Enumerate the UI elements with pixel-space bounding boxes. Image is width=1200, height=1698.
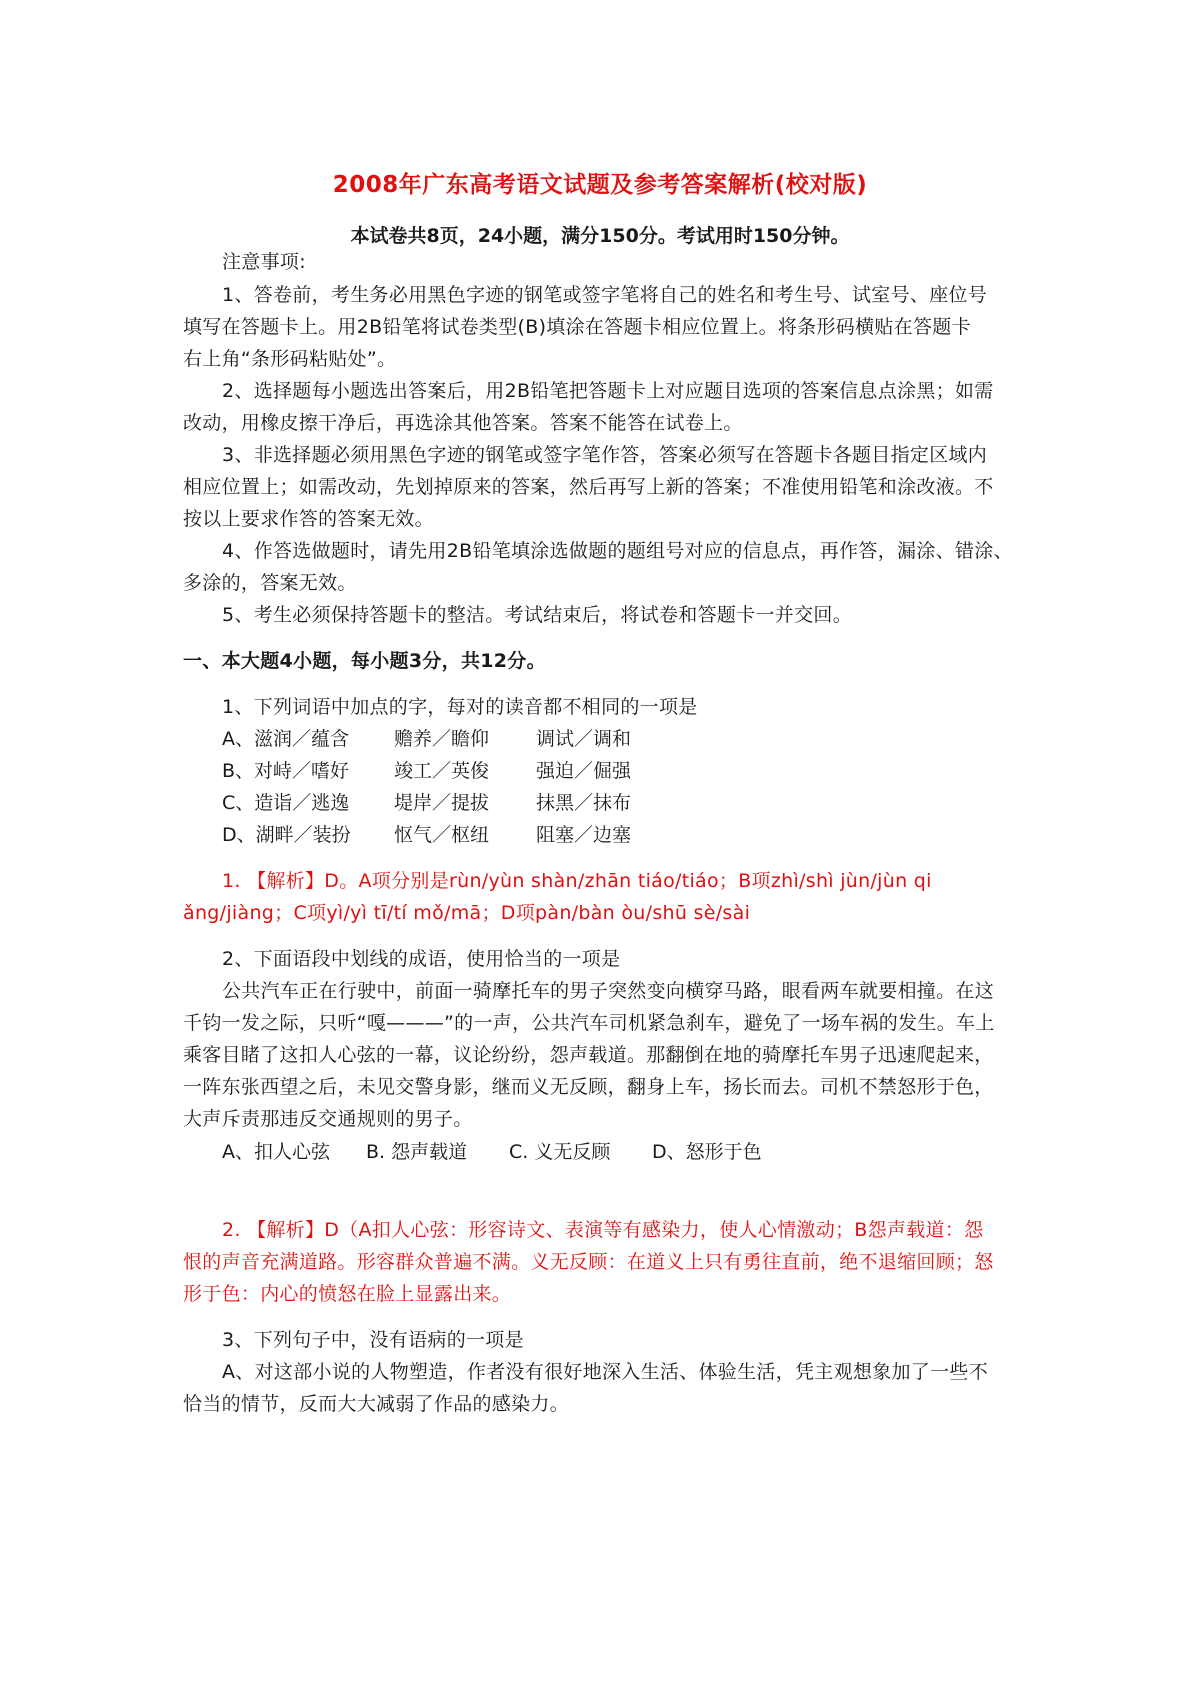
question-3-option-a: A、对这部小说的人物塑造，作者没有很好地深入生活、体验生活，凭主观想象加了一些不 [222, 1361, 988, 1383]
question-2-passage: 大声斥责那违反交通规则的男子。 [183, 1108, 473, 1130]
question-2-passage: 乘客目睹了这扣人心弦的一幕，议论纷纷，怨声载道。那翻倒在地的骑摩托车男子迅速爬起来， [183, 1044, 994, 1066]
question-2-stem: 2、下面语段中划线的成语，使用恰当的一项是 [222, 948, 621, 970]
question-1-analysis: ǎng/jiàng；C项yì/yì tī/tí mǒ/mā；D项pàn/bàn òu/shū sè/sài [183, 902, 751, 924]
question-2-passage: 一阵东张西望之后，未见交警身影，继而义无反顾，翻身上车，扬长而去。司机不禁怒形于色， [183, 1076, 994, 1098]
question-2-option-b: B. 怨声载道 [366, 1141, 468, 1163]
notice-line: 相应位置上；如需改动，先划掉原来的答案，然后再写上新的答案；不准使用铅笔和涂改液。不 [183, 476, 994, 498]
question-2-analysis: 2. 【解析】D（A扣人心弦：形容诗文、表演等有感染力，使人心情激动；B怨声载道：怨 [222, 1219, 984, 1241]
question-1-stem: 1、下列词语中加点的字，每对的读音都不相同的一项是 [222, 696, 698, 718]
notice-line: 按以上要求作答的答案无效。 [183, 508, 434, 530]
question-2-option-d: D、怒形于色 [652, 1141, 762, 1163]
question-3-option-a: 恰当的情节，反而大大减弱了作品的感染力。 [183, 1393, 570, 1415]
question-2-option-a: A、扣人心弦 [222, 1141, 330, 1163]
question-2-passage: 公共汽车正在行驶中，前面一骑摩托车的男子突然变向横穿马路，眼看两车就要相撞。在这 [222, 980, 995, 1002]
question-3-stem: 3、下列句子中，没有语病的一项是 [222, 1329, 524, 1351]
question-2-analysis: 恨的声音充满道路。形容群众普遍不满。义无反顾：在道义上只有勇往直前，绝不退缩回顾；怒 [183, 1251, 994, 1273]
question-2-analysis: 形于色：内心的愤怒在脸上显露出来。 [183, 1283, 512, 1305]
notice-heading: 注意事项: [222, 251, 306, 273]
question-2-option-c: C. 义无反顾 [509, 1141, 611, 1163]
notice-line: 2、选择题每小题选出答案后，用2B铅笔把答题卡上对应题目选项的答案信息点涂黑；如需 [222, 380, 994, 402]
question-2-passage: 千钧一发之际，只听“嘎———”的一声，公共汽车司机紧急刹车，避免了一场车祸的发生。车上 [183, 1012, 995, 1034]
notice-line: 多涂的，答案无效。 [183, 572, 357, 594]
question-1-option-c: C、造诣／逃逸 堤岸／提拔 抹黑／抹布 [222, 792, 632, 814]
notice-line: 右上角“条形码粘贴处”。 [183, 348, 397, 370]
question-1-option-d: D、湖畔／装扮 怄气／枢纽 阻塞／边塞 [222, 824, 632, 846]
document-title: 2008年广东高考语文试题及参考答案解析(校对版) [332, 172, 868, 198]
section-heading: 一、本大题4小题，每小题3分，共12分。 [183, 650, 546, 672]
notice-line: 3、非选择题必须用黑色字迹的钢笔或签字笔作答，答案必须写在答题卡各题目指定区域内 [222, 444, 988, 466]
question-1-analysis: 1. 【解析】D。A项分别是rùn/yùn shàn/zhān tiáo/tiáo；B项zhì/shì jùn/jùn qi [222, 870, 932, 892]
exam-info: 本试卷共8页，24小题，满分150分。考试用时150分钟。 [350, 225, 850, 247]
notice-line: 填写在答题卡上。用2B铅笔将试卷类型(B)填涂在答题卡相应位置上。将条形码横贴在答题卡 [183, 316, 971, 338]
question-1-option-a: A、滋润／蕴含 赡养／瞻仰 调试／调和 [222, 728, 632, 750]
notice-line: 4、作答选做题时，请先用2B铅笔填涂选做题的题组号对应的信息点，再作答，漏涂、错涂、 [222, 540, 1013, 562]
notice-line: 改动，用橡皮擦干净后，再选涂其他答案。答案不能答在试卷上。 [183, 412, 743, 434]
notice-line: 1、答卷前，考生务必用黑色字迹的钢笔或签字笔将自己的姓名和考生号、试室号、座位号 [222, 284, 988, 306]
question-1-option-b: B、对峙／嗜好 竣工／英俊 强迫／倔强 [222, 760, 632, 782]
notice-line: 5、考生必须保持答题卡的整洁。考试结束后，将试卷和答题卡一并交回。 [222, 604, 852, 626]
